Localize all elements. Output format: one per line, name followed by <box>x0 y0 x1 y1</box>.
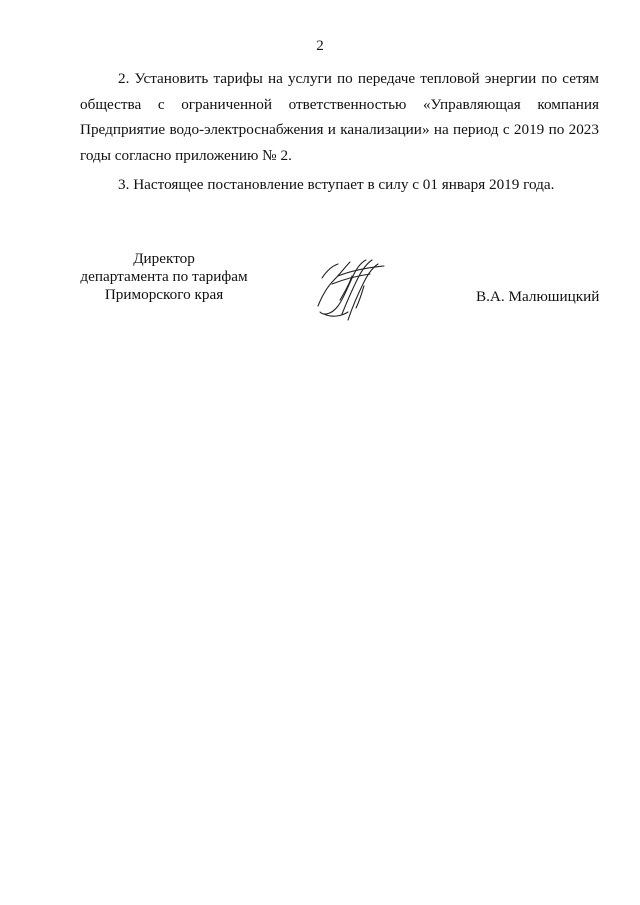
page-number: 2 <box>316 38 324 54</box>
paragraph-2-container <box>80 66 599 168</box>
signatory-title-line-3: Приморского края <box>104 286 224 303</box>
paragraph-3-container <box>80 172 599 198</box>
signatory-title-block <box>78 250 250 304</box>
signatory-name: В.А. Малюшицкий <box>476 288 600 305</box>
paragraph-tariffs: 2. Установить тарифы на услуги по передаче тепловой энергии по сетям общества с ограниченной ответственностью «Управляющая компания Предприятие водо-электроснабжения и канализации» на период с 2019 по 2023 годы согласно приложению № 2. <box>80 70 599 164</box>
signatory-title-line-1: Директор <box>133 250 195 267</box>
handwritten-signature-icon <box>312 256 392 326</box>
signatory-title-line-2: департамента по тарифам <box>80 268 248 285</box>
paragraph-effective-date: 3. Настоящее постановление вступает в силу с 01 января 2019 года. <box>118 176 555 193</box>
